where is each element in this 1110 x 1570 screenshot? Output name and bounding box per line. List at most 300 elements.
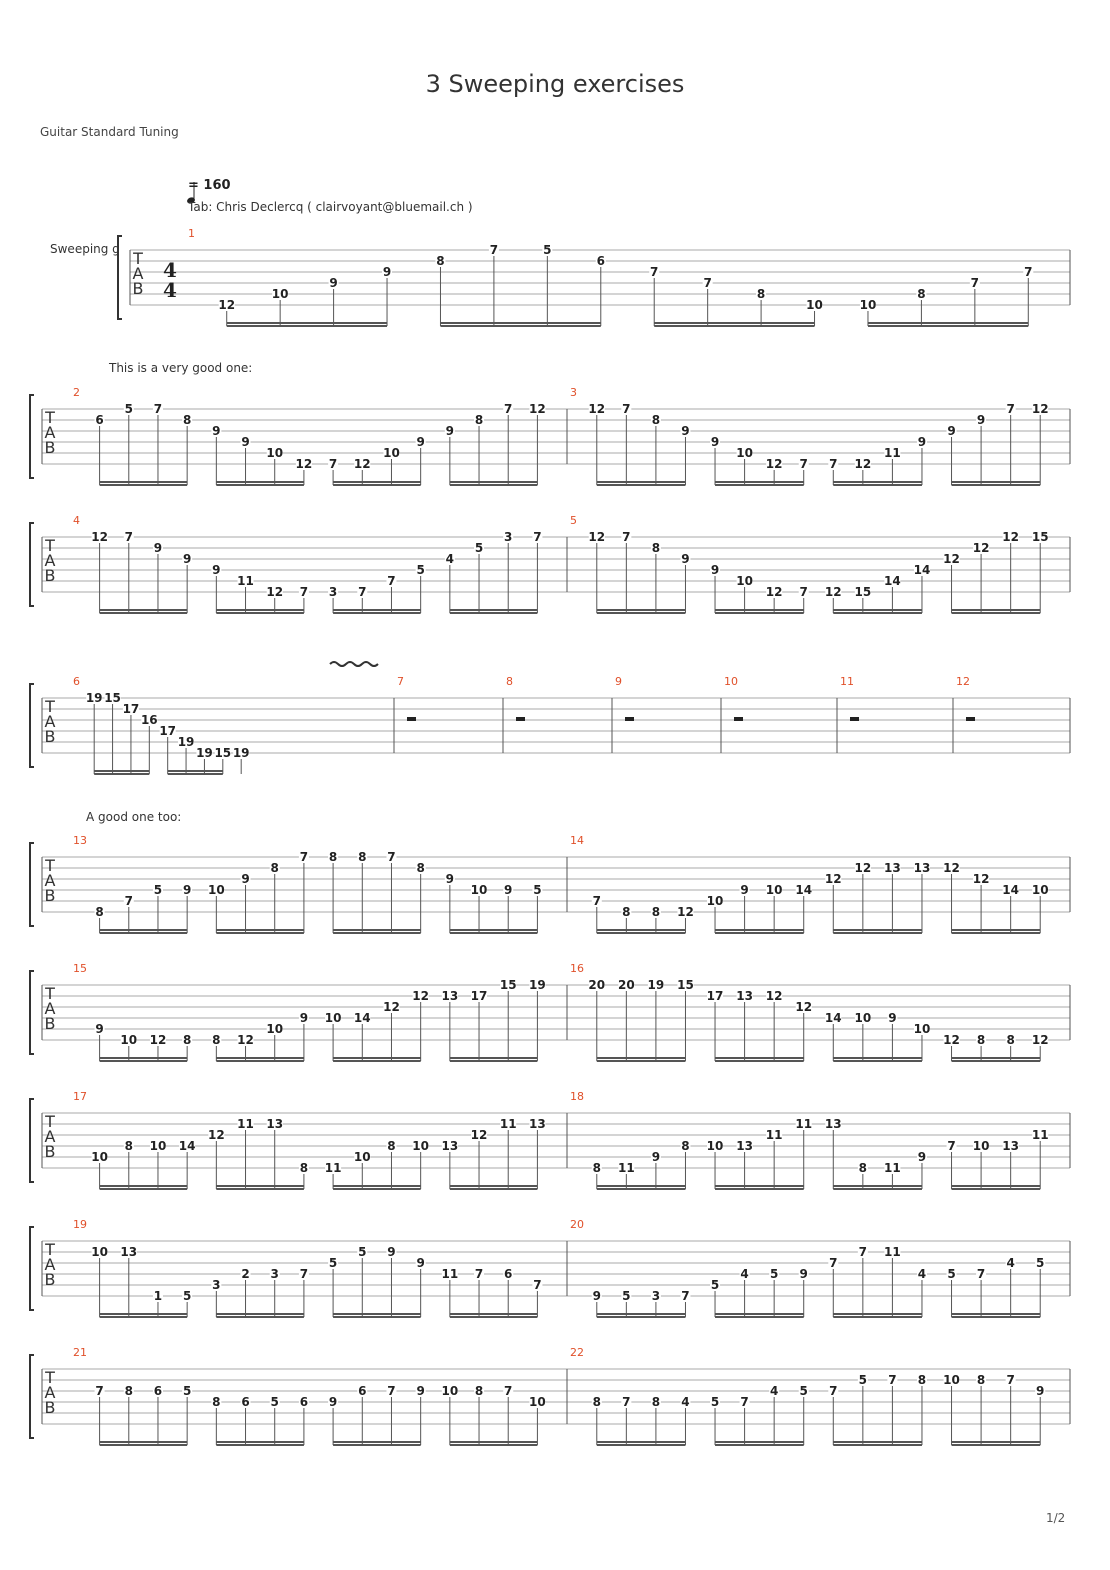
- fret-number: 9: [1036, 1384, 1045, 1398]
- beam: [216, 929, 304, 931]
- fret-number: 8: [212, 1395, 221, 1409]
- fret-number: 13: [824, 1117, 842, 1131]
- beam: [597, 1444, 686, 1446]
- tab-clef-letter: A: [44, 871, 56, 890]
- fret-number: 9: [241, 872, 250, 886]
- fret-number: 8: [976, 1033, 986, 1047]
- beam: [952, 1185, 1041, 1187]
- beam: [952, 1188, 1041, 1190]
- credit-line: Tab: Chris Declercq ( clairvoyant@bluemail.ch ): [188, 200, 473, 214]
- fret-number: 7: [124, 530, 133, 544]
- tab-clef-letter: T: [45, 536, 55, 555]
- system-bracket: [30, 843, 34, 926]
- beam: [597, 1313, 686, 1315]
- fret-number: 12: [824, 585, 842, 599]
- fret-number: 3: [651, 1289, 661, 1303]
- fret-number: 13: [736, 989, 753, 1003]
- beam: [450, 1185, 538, 1187]
- beam: [952, 1060, 1041, 1062]
- fret-number: 12: [765, 585, 783, 599]
- beam: [715, 1441, 804, 1443]
- beam: [715, 1316, 804, 1318]
- tab-clef-letter: A: [44, 712, 56, 731]
- beam: [333, 1313, 421, 1315]
- tab-clef-letter: A: [44, 1127, 56, 1146]
- measure-number: 9: [615, 675, 622, 688]
- beam: [833, 1185, 922, 1187]
- beam: [100, 1057, 188, 1059]
- beam: [227, 325, 387, 327]
- fret-number: 7: [858, 1245, 868, 1259]
- tempo-marking: = 160: [188, 178, 231, 193]
- beam: [450, 612, 538, 614]
- beam: [833, 1441, 922, 1443]
- beam: [833, 1316, 922, 1318]
- fret-number: 12: [383, 1000, 400, 1014]
- fret-number: 10: [706, 1139, 724, 1153]
- beam: [216, 609, 304, 611]
- beam: [597, 1057, 686, 1059]
- fret-number: 7: [592, 894, 601, 908]
- beam: [100, 1060, 188, 1062]
- beam: [952, 1313, 1041, 1315]
- beam: [597, 1316, 686, 1318]
- measure-number: 18: [570, 1090, 584, 1103]
- fret-number: 8: [976, 1373, 986, 1387]
- fret-number: 7: [95, 1384, 104, 1398]
- fret-number: 12: [295, 457, 313, 471]
- fret-number: 4: [445, 552, 455, 566]
- beam: [833, 932, 922, 934]
- fret-number: 7: [1024, 265, 1033, 279]
- system-bracket: [30, 684, 34, 767]
- fret-number: 7: [681, 1289, 690, 1303]
- fret-number: 5: [533, 883, 542, 897]
- fret-number: 9: [299, 1011, 309, 1025]
- fret-number: 4: [769, 1384, 779, 1398]
- beam: [333, 612, 421, 614]
- measure-number: 3: [570, 386, 577, 399]
- beam: [952, 1441, 1041, 1443]
- fret-number: 8: [622, 905, 631, 919]
- beam: [333, 1185, 421, 1187]
- fret-number: 10: [859, 298, 877, 312]
- tab-clef-letter: T: [45, 408, 55, 427]
- fret-number: 11: [499, 1117, 517, 1131]
- fret-number: 13: [913, 861, 931, 875]
- beam: [597, 1441, 686, 1443]
- fret-number: 9: [710, 563, 720, 577]
- fret-number: 19: [85, 691, 103, 705]
- fret-number: 5: [710, 1278, 720, 1292]
- fret-number: 12: [972, 872, 990, 886]
- fret-number: 12: [588, 530, 606, 544]
- beam: [100, 1316, 188, 1318]
- fret-number: 8: [299, 1161, 309, 1175]
- beam: [715, 612, 804, 614]
- fret-number: 12: [1002, 530, 1020, 544]
- measure-number: 2: [73, 386, 80, 399]
- measure-number: 22: [570, 1346, 584, 1359]
- system-bracket: [30, 1355, 34, 1438]
- fret-number: 8: [1006, 1033, 1015, 1047]
- fret-number: 6: [596, 254, 605, 268]
- fret-number: 11: [441, 1267, 459, 1281]
- fret-number: 8: [917, 1373, 927, 1387]
- fret-number: 5: [182, 1289, 192, 1303]
- beam: [216, 481, 304, 483]
- beam: [227, 322, 387, 324]
- rest-symbol: [850, 717, 859, 721]
- fret-number: 9: [947, 424, 956, 438]
- fret-number: 12: [412, 989, 430, 1003]
- fret-number: 19: [177, 735, 195, 749]
- fret-number: 12: [218, 298, 236, 312]
- beam: [868, 322, 1028, 324]
- fret-number: 8: [681, 1139, 690, 1153]
- fret-number: 9: [212, 424, 221, 438]
- fret-number: 14: [795, 883, 813, 897]
- measure-number: 1: [188, 227, 195, 240]
- tab-clef-letter: T: [45, 1240, 55, 1259]
- fret-number: 15: [499, 978, 517, 992]
- fret-number: 9: [241, 435, 250, 449]
- fret-number: 8: [124, 1139, 133, 1153]
- beam: [952, 932, 1041, 934]
- fret-number: 17: [706, 989, 724, 1003]
- fret-number: 9: [153, 541, 163, 555]
- beam: [100, 1441, 188, 1443]
- fret-number: 8: [182, 1033, 192, 1047]
- fret-number: 15: [104, 691, 121, 705]
- fret-number: 7: [153, 402, 163, 416]
- beam: [450, 1060, 538, 1062]
- fret-number: 12: [943, 552, 960, 566]
- fret-number: 6: [504, 1267, 513, 1281]
- fret-number: 10: [854, 1011, 872, 1025]
- fret-number: 6: [95, 413, 104, 427]
- fret-number: 4: [681, 1395, 690, 1409]
- fret-number: 7: [622, 1395, 631, 1409]
- fret-number: 8: [212, 1033, 221, 1047]
- beam: [952, 484, 1041, 486]
- fret-number: 10: [913, 1022, 931, 1036]
- fret-number: 10: [149, 1139, 167, 1153]
- beam: [333, 1316, 421, 1318]
- beam: [440, 325, 600, 327]
- fret-number: 8: [436, 254, 445, 268]
- fret-number: 5: [474, 541, 484, 555]
- beam: [868, 325, 1028, 327]
- fret-number: 5: [153, 883, 163, 897]
- fret-number: 8: [651, 413, 661, 427]
- measure-number: 11: [840, 675, 854, 688]
- fret-number: 9: [976, 413, 986, 427]
- beam: [952, 481, 1041, 483]
- fret-number: 11: [1031, 1128, 1049, 1142]
- fret-number: 7: [947, 1139, 956, 1153]
- beam: [333, 481, 421, 483]
- beam: [715, 932, 804, 934]
- beam: [100, 1185, 188, 1187]
- beam: [715, 609, 804, 611]
- tab-clef-letter: T: [45, 1368, 55, 1387]
- fret-number: 5: [270, 1395, 279, 1409]
- fret-number: 5: [858, 1373, 868, 1387]
- beam: [450, 1316, 538, 1318]
- fret-number: 9: [416, 1256, 425, 1270]
- fret-number: 10: [706, 894, 724, 908]
- fret-number: 12: [588, 402, 606, 416]
- fret-number: 3: [270, 1267, 279, 1281]
- rest-symbol: [516, 717, 525, 721]
- fret-number: 12: [1031, 1033, 1049, 1047]
- fret-number: 7: [387, 1384, 396, 1398]
- fret-number: 13: [441, 1139, 459, 1153]
- beam: [100, 932, 188, 934]
- beam: [715, 1060, 804, 1062]
- fret-number: 13: [529, 1117, 546, 1131]
- beam: [450, 1444, 538, 1446]
- fret-number: 4: [917, 1267, 927, 1281]
- measure-number: 20: [570, 1218, 584, 1231]
- fret-number: 13: [266, 1117, 284, 1131]
- fret-number: 11: [617, 1161, 635, 1175]
- beam: [100, 1444, 188, 1446]
- fret-number: 5: [124, 402, 133, 416]
- fret-number: 13: [1002, 1139, 1020, 1153]
- tab-clef-letter: A: [132, 264, 144, 283]
- fret-number: 12: [795, 1000, 813, 1014]
- tab-clef-letter: B: [132, 279, 144, 298]
- annotation-text: A good one too:: [86, 810, 182, 824]
- beam: [216, 1185, 304, 1187]
- fret-number: 10: [736, 574, 753, 588]
- annotation-text: This is a very good one:: [109, 361, 253, 375]
- beam: [216, 1057, 304, 1059]
- beam: [597, 932, 686, 934]
- beam: [952, 1444, 1041, 1446]
- fret-number: 7: [650, 265, 659, 279]
- beam: [94, 770, 149, 772]
- beam: [597, 1060, 686, 1062]
- fret-number: 4: [740, 1267, 749, 1281]
- fret-number: 14: [913, 563, 931, 577]
- fret-number: 14: [178, 1139, 196, 1153]
- fret-number: 11: [237, 574, 254, 588]
- fret-number: 8: [592, 1161, 601, 1175]
- beam: [333, 1060, 421, 1062]
- beam: [450, 1441, 538, 1443]
- fret-number: 3: [328, 585, 338, 599]
- fret-number: 8: [651, 541, 661, 555]
- fret-number: 8: [474, 1384, 484, 1398]
- fret-number: 5: [769, 1267, 779, 1281]
- beam: [333, 1188, 421, 1190]
- beam: [715, 484, 804, 486]
- fret-number: 7: [829, 457, 838, 471]
- beam: [715, 1185, 804, 1187]
- fret-number: 19: [232, 746, 250, 760]
- fret-number: 9: [888, 1011, 897, 1025]
- beam: [952, 929, 1041, 931]
- fret-number: 15: [1031, 530, 1049, 544]
- fret-number: 17: [470, 989, 488, 1003]
- beam: [100, 929, 188, 931]
- fret-number: 16: [140, 713, 158, 727]
- beam: [168, 770, 223, 772]
- fret-number: 9: [799, 1267, 808, 1281]
- beam: [597, 609, 686, 611]
- system-bracket: [30, 971, 34, 1054]
- fret-number: 8: [328, 850, 338, 864]
- fret-number: 10: [91, 1245, 108, 1259]
- measure-number: 6: [73, 675, 80, 688]
- fret-number: 9: [212, 563, 221, 577]
- rest-symbol: [966, 717, 975, 721]
- fret-number: 12: [91, 530, 108, 544]
- tab-clef-letter: B: [44, 727, 56, 746]
- fret-number: 10: [529, 1395, 546, 1409]
- fret-number: 5: [622, 1289, 631, 1303]
- beam: [597, 484, 686, 486]
- fret-number: 12: [765, 989, 783, 1003]
- beam: [333, 1444, 421, 1446]
- beam: [833, 1060, 922, 1062]
- fret-number: 7: [829, 1256, 838, 1270]
- fret-number: 9: [329, 276, 338, 290]
- fret-number: 3: [504, 530, 513, 544]
- beam: [333, 1441, 421, 1443]
- beam: [216, 484, 304, 486]
- beam: [216, 1316, 304, 1318]
- fret-number: 8: [182, 413, 192, 427]
- fret-number: 7: [504, 1384, 513, 1398]
- track-name: Sweeping g: [50, 242, 120, 256]
- tab-clef-letter: B: [44, 566, 56, 585]
- fret-number: 12: [943, 861, 960, 875]
- fret-number: 11: [884, 446, 901, 460]
- fret-number: 7: [504, 402, 513, 416]
- beam: [715, 1057, 804, 1059]
- beam: [952, 609, 1041, 611]
- beam: [833, 481, 922, 483]
- fret-number: 6: [299, 1395, 309, 1409]
- system-bracket: [30, 395, 34, 478]
- beam: [216, 932, 304, 934]
- fret-number: 8: [651, 905, 661, 919]
- beam: [450, 609, 538, 611]
- fret-number: 9: [740, 883, 749, 897]
- fret-number: 9: [592, 1289, 601, 1303]
- fret-number: 9: [182, 883, 192, 897]
- fret-number: 5: [358, 1245, 367, 1259]
- fret-number: 14: [824, 1011, 842, 1025]
- fret-number: 5: [710, 1395, 720, 1409]
- beam: [450, 932, 538, 934]
- fret-number: 5: [543, 243, 552, 257]
- fret-number: 7: [622, 402, 631, 416]
- fret-number: 20: [588, 978, 606, 992]
- fret-number: 15: [854, 585, 872, 599]
- tab-clef-letter: T: [45, 697, 55, 716]
- beam: [715, 1313, 804, 1315]
- rest-symbol: [734, 717, 743, 721]
- fret-number: 11: [765, 1128, 783, 1142]
- beam: [450, 1188, 538, 1190]
- fret-number: 10: [266, 446, 284, 460]
- fret-number: 8: [358, 850, 367, 864]
- fret-number: 15: [214, 746, 232, 760]
- fret-number: 8: [416, 861, 425, 875]
- fret-number: 8: [756, 287, 766, 301]
- fret-number: 9: [504, 883, 513, 897]
- fret-number: 1: [153, 1289, 163, 1303]
- measure-number: 15: [73, 962, 87, 975]
- beam: [216, 1188, 304, 1190]
- fret-number: 2: [241, 1267, 250, 1281]
- beam: [100, 1188, 188, 1190]
- beam: [654, 322, 814, 324]
- tab-clef-letter: T: [45, 984, 55, 1003]
- beam: [715, 1188, 804, 1190]
- system-bracket: [30, 1099, 34, 1182]
- fret-number: 7: [299, 1267, 309, 1281]
- tab-clef-letter: B: [44, 1014, 56, 1033]
- fret-number: 4: [1006, 1256, 1015, 1270]
- beam: [715, 481, 804, 483]
- fret-number: 7: [829, 1384, 838, 1398]
- fret-number: 19: [647, 978, 665, 992]
- fret-number: 12: [529, 402, 546, 416]
- fret-number: 11: [237, 1117, 254, 1131]
- tab-clef-letter: A: [44, 1383, 56, 1402]
- beam: [833, 1188, 922, 1190]
- beam: [100, 484, 188, 486]
- fret-number: 10: [972, 1139, 990, 1153]
- fret-number: 10: [441, 1384, 459, 1398]
- measure-number: 5: [570, 514, 577, 527]
- beam: [597, 929, 686, 931]
- beam: [333, 484, 421, 486]
- beam: [597, 612, 686, 614]
- fret-number: 10: [765, 883, 783, 897]
- measure-number: 21: [73, 1346, 87, 1359]
- fret-number: 10: [271, 287, 289, 301]
- fret-number: 7: [799, 585, 808, 599]
- fret-number: 10: [266, 1022, 284, 1036]
- fret-number: 9: [681, 552, 690, 566]
- tab-clef-letter: A: [44, 551, 56, 570]
- fret-number: 14: [1002, 883, 1020, 897]
- fret-number: 6: [358, 1384, 367, 1398]
- fret-number: 10: [120, 1033, 138, 1047]
- fret-number: 7: [474, 1267, 484, 1281]
- beam: [216, 1060, 304, 1062]
- fret-number: 13: [884, 861, 901, 875]
- beam: [94, 773, 149, 775]
- fret-number: 8: [651, 1395, 661, 1409]
- measure-number: 8: [506, 675, 513, 688]
- fret-number: 13: [441, 989, 459, 1003]
- measure-number: 17: [73, 1090, 87, 1103]
- fret-number: 9: [416, 435, 425, 449]
- fret-number: 7: [489, 243, 499, 257]
- tab-clef-letter: B: [44, 886, 56, 905]
- beam: [450, 929, 538, 931]
- fret-number: 9: [445, 872, 455, 886]
- fret-number: 7: [387, 850, 396, 864]
